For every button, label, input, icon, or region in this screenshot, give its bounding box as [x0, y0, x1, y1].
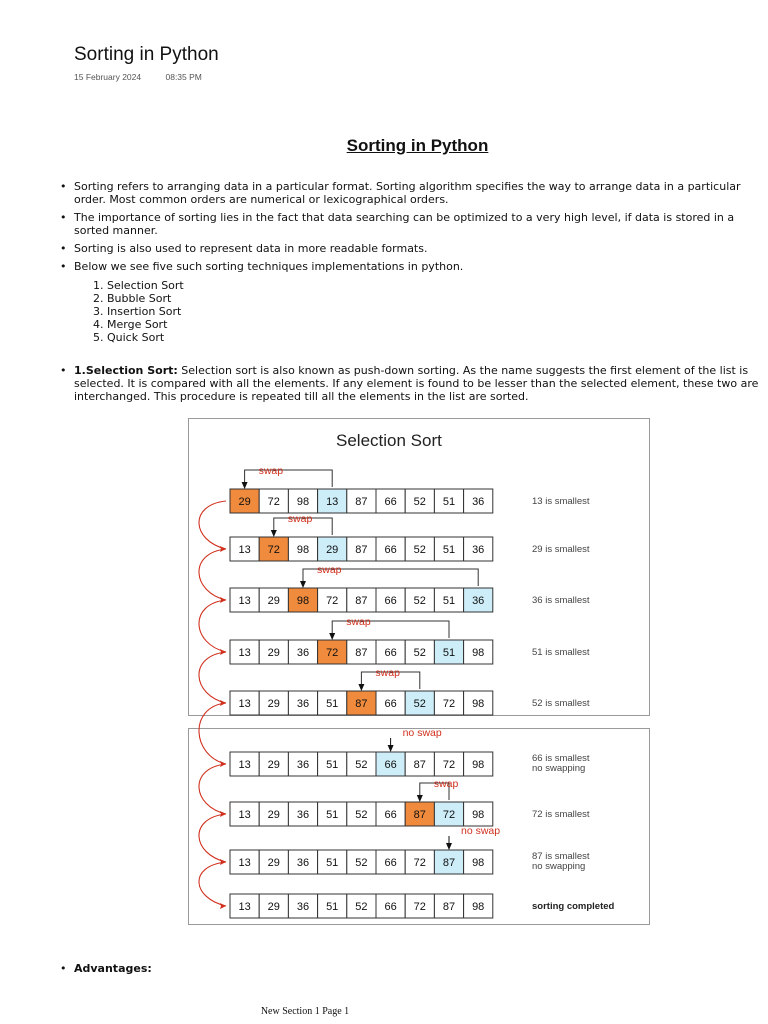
array-cell-value: 72	[413, 901, 426, 913]
array-cell-value: 87	[413, 809, 426, 821]
no-swap-label: no swap	[402, 727, 442, 739]
row-note-secondary: no swapping	[532, 861, 586, 872]
array-cell-value: 98	[472, 698, 485, 710]
bullet-item: • Sorting is also used to represent data in more readable formats.	[60, 242, 760, 255]
array-cell-value: 66	[384, 901, 397, 913]
array-cell-value: 13	[238, 595, 251, 607]
swap-label: swap	[317, 564, 342, 576]
array-cell-value: 98	[472, 759, 485, 771]
array-cell-value: 13	[238, 544, 251, 556]
array-cell-value: 51	[326, 857, 339, 869]
row-note: 36 is smallest	[532, 595, 590, 606]
array-cell-value: 29	[267, 809, 280, 821]
array-cell-value: 52	[413, 647, 426, 659]
array-cell-value: 87	[355, 647, 368, 659]
no-swap-arrowhead	[446, 843, 452, 850]
selection-lead: 1.Selection Sort:	[74, 364, 178, 377]
array-cell-value: 98	[472, 857, 485, 869]
techniques-list	[74, 279, 760, 344]
array-cell-value: 98	[296, 595, 310, 607]
note-time: 08:35 PM	[165, 72, 202, 82]
swap-arrowhead	[242, 482, 248, 489]
array-cell-value: 36	[296, 759, 310, 771]
selection-sort-figure	[188, 418, 648, 923]
array-cell-value: 13	[326, 496, 339, 508]
note-meta	[74, 72, 202, 82]
array-cell-value: 29	[267, 647, 280, 659]
row-note: sorting completed	[532, 901, 615, 912]
row-note: 51 is smallest	[532, 647, 590, 658]
array-cell-value: 29	[267, 595, 280, 607]
array-cell-value: 66	[384, 759, 397, 771]
bullet-item	[60, 260, 760, 344]
note-title: Sorting in Python	[74, 44, 219, 65]
technique-item: 4. Merge Sort	[107, 318, 760, 331]
array-cell-value: 36	[472, 496, 485, 508]
row-link-arrow	[199, 814, 226, 862]
array-cell-value: 52	[355, 901, 368, 913]
array-cell-value: 29	[267, 698, 280, 710]
array-cell-value: 13	[238, 809, 251, 821]
no-swap-arrowhead	[388, 745, 394, 752]
array-cell-value: 36	[472, 595, 485, 607]
row-link-arrow	[199, 501, 226, 549]
array-cell-value: 66	[384, 698, 397, 710]
array-cell-value: 29	[326, 544, 339, 556]
row-note: 87 is smallest	[532, 851, 590, 862]
row-link-arrow	[199, 600, 226, 652]
array-cell-value: 52	[355, 809, 368, 821]
figure-title: Selection Sort	[336, 431, 442, 450]
array-cell-value: 52	[413, 595, 426, 607]
array-cell-value: 13	[238, 901, 251, 913]
row-link-arrow	[199, 862, 226, 906]
page-footer: New Section 1 Page 1	[260, 1006, 350, 1017]
array-cell-value: 98	[472, 647, 485, 659]
intro-bullets	[60, 180, 760, 403]
swap-arrowhead	[358, 684, 364, 691]
array-cell-value: 51	[326, 759, 339, 771]
swap-label: swap	[375, 667, 400, 679]
array-cell-value: 98	[296, 496, 310, 508]
array-cell-value: 51	[442, 595, 456, 607]
array-cell-value: 72	[326, 595, 339, 607]
array-cell-value: 52	[355, 857, 368, 869]
array-cell-value: 87	[442, 901, 456, 913]
array-cell-value: 66	[384, 496, 397, 508]
array-cell-value: 87	[355, 544, 368, 556]
array-cell-value: 36	[296, 698, 310, 710]
array-cell-value: 87	[413, 759, 426, 771]
row-note: 29 is smallest	[532, 544, 590, 555]
swap-label: swap	[346, 616, 371, 628]
array-cell-value: 51	[442, 647, 456, 659]
array-cell-value: 52	[413, 496, 426, 508]
technique-item: 3. Insertion Sort	[107, 305, 760, 318]
array-cell-value: 36	[296, 901, 310, 913]
array-cell-value: 51	[326, 809, 339, 821]
swap-label: swap	[433, 778, 459, 790]
array-cell-value: 51	[442, 496, 456, 508]
row-note: 13 is smallest	[532, 496, 590, 507]
array-cell-value: 51	[326, 901, 339, 913]
swap-arrowhead	[300, 581, 306, 588]
bullet-item: • The importance of sorting lies in the fact that data searching can be optimized to a very high level, if data is stored in a sorted manner.	[60, 211, 760, 237]
array-cell-value: 29	[267, 901, 280, 913]
row-link-arrow	[199, 764, 226, 814]
array-cell-value: 87	[442, 857, 456, 869]
row-link-arrow	[199, 652, 226, 703]
row-note-secondary: no swapping	[532, 763, 586, 774]
array-cell-value: 13	[238, 857, 251, 869]
note-date: 15 February 2024	[74, 72, 142, 82]
array-cell-value: 98	[296, 544, 310, 556]
bullet-text: Below we see five such sorting techniques implementations in python.	[74, 260, 464, 273]
array-cell-value: 52	[355, 759, 368, 771]
array-cell-value: 36	[296, 809, 310, 821]
content	[60, 180, 760, 408]
row-link-arrowhead	[220, 903, 226, 909]
array-cell-value: 36	[296, 647, 310, 659]
swap-label: swap	[258, 465, 284, 477]
no-swap-label: no swap	[461, 825, 501, 837]
figure-diagram	[188, 418, 648, 923]
array-cell-value: 87	[355, 496, 368, 508]
row-link-arrow	[199, 703, 226, 764]
bullet-item: • Sorting refers to arranging data in a particular format. Sorting algorithm specifies the way to arrange data in a particular order. Most common orders are numerical or lexicographical orders.	[60, 180, 760, 206]
array-cell-value: 72	[267, 496, 280, 508]
array-cell-value: 66	[384, 595, 397, 607]
array-cell-value: 52	[413, 698, 426, 710]
array-cell-value: 87	[355, 595, 368, 607]
array-cell-value: 66	[384, 857, 397, 869]
array-cell-value: 13	[238, 698, 251, 710]
array-cell-value: 72	[267, 544, 280, 556]
advantages-heading: • Advantages:	[60, 962, 152, 975]
array-cell-value: 66	[384, 647, 397, 659]
array-cell-value: 29	[267, 857, 280, 869]
selection-text: Selection sort is also known as push-down sorting. As the name suggests the first element of the list is selected. It is compared with all the elements. If any element is found to be lesser than the selected element, these two are interchanged. This procedure is repeated till all the elements in the list are sorted.	[74, 364, 759, 403]
array-cell-value: 72	[442, 698, 456, 710]
array-cell-value: 66	[384, 809, 397, 821]
array-cell-value: 98	[472, 901, 485, 913]
swap-arrowhead	[271, 530, 277, 537]
array-cell-value: 72	[413, 857, 426, 869]
swap-label: swap	[287, 513, 313, 525]
array-cell-value: 29	[238, 496, 251, 508]
array-cell-value: 72	[442, 809, 456, 821]
array-cell-value: 51	[326, 698, 339, 710]
row-note: 72 is smallest	[532, 809, 590, 820]
technique-item: 1. Selection Sort	[107, 279, 760, 292]
array-cell-value: 52	[413, 544, 426, 556]
document-heading: Sorting in Python	[346, 136, 489, 155]
array-cell-value: 72	[326, 647, 339, 659]
row-note: 66 is smallest	[532, 753, 590, 764]
row-link-arrow	[199, 549, 226, 600]
technique-item: 5. Quick Sort	[107, 331, 760, 344]
array-cell-value: 66	[384, 544, 397, 556]
array-cell-value: 72	[442, 759, 456, 771]
array-cell-value: 13	[238, 647, 251, 659]
selection-sort-item	[60, 364, 760, 403]
array-cell-value: 36	[296, 857, 310, 869]
array-cell-value: 29	[267, 759, 280, 771]
array-cell-value: 51	[442, 544, 456, 556]
technique-item: 2. Bubble Sort	[107, 292, 760, 305]
array-cell-value: 87	[355, 698, 368, 710]
array-cell-value: 36	[472, 544, 485, 556]
swap-arrowhead	[417, 795, 423, 802]
array-cell-value: 13	[238, 759, 251, 771]
array-cell-value: 98	[472, 809, 485, 821]
swap-arrowhead	[329, 633, 335, 640]
row-note: 52 is smallest	[532, 698, 590, 709]
